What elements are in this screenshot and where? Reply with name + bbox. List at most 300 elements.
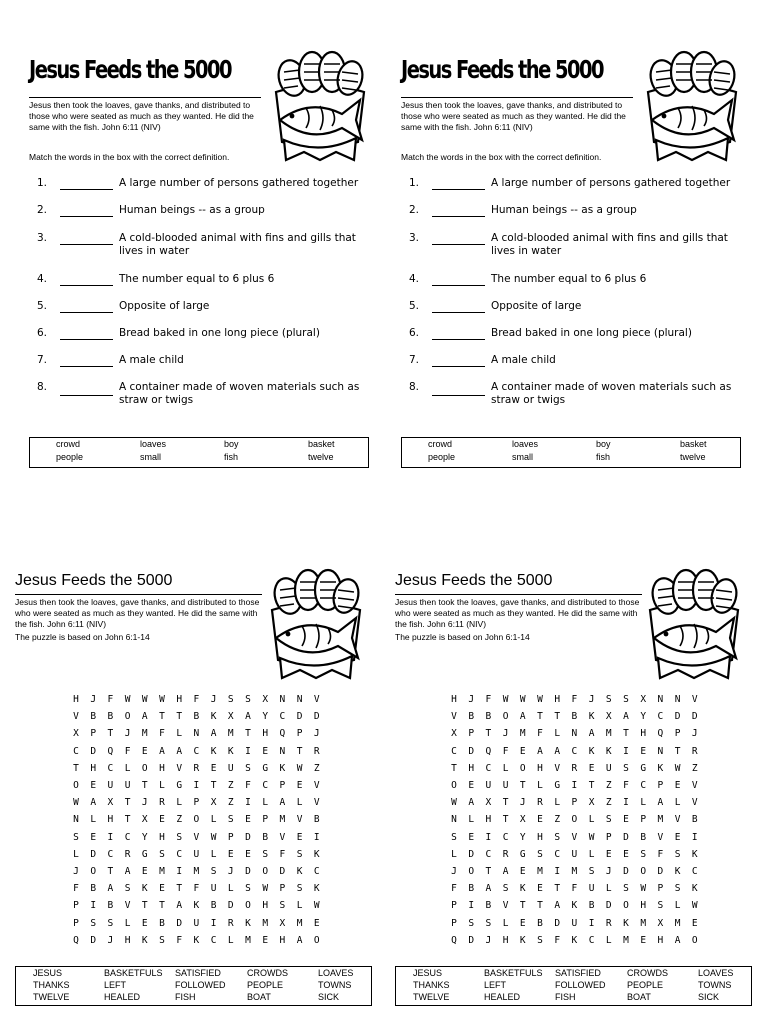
grid-letter[interactable]: A (279, 797, 286, 809)
grid-letter[interactable]: A (210, 728, 217, 740)
grid-letter[interactable]: P (605, 831, 612, 843)
grid-letter[interactable]: S (210, 866, 217, 877)
grid-letter[interactable]: C (107, 762, 114, 774)
grid-letter[interactable]: C (107, 848, 114, 860)
answer-blank[interactable] (60, 366, 113, 367)
grid-letter[interactable]: L (262, 797, 269, 809)
grid-letter[interactable]: T (502, 814, 509, 826)
grid-letter[interactable]: H (159, 762, 165, 774)
grid-letter[interactable]: U (227, 762, 234, 774)
grid-letter[interactable]: D (90, 934, 97, 946)
grid-letter[interactable]: L (73, 848, 79, 860)
grid-letter[interactable]: A (468, 797, 475, 809)
grid-letter[interactable]: G (176, 780, 183, 791)
grid-letter[interactable]: H (107, 814, 114, 826)
answer-blank[interactable] (60, 395, 113, 396)
grid-letter[interactable]: W (502, 694, 509, 705)
grid-letter[interactable]: E (245, 814, 251, 826)
grid-letter[interactable]: Z (313, 762, 320, 774)
grid-letter[interactable]: R (571, 762, 578, 774)
grid-letter[interactable]: S (537, 848, 543, 860)
grid-letter[interactable]: P (571, 797, 578, 809)
answer-blank[interactable] (60, 244, 113, 245)
grid-letter[interactable]: X (605, 711, 612, 723)
grid-letter[interactable]: Y (141, 831, 148, 843)
grid-letter[interactable]: X (451, 728, 457, 740)
grid-letter[interactable]: B (90, 711, 97, 723)
grid-letter[interactable]: S (502, 883, 509, 895)
grid-letter[interactable]: L (227, 934, 234, 946)
grid-letter[interactable]: M (279, 814, 286, 826)
grid-letter[interactable]: H (640, 900, 647, 912)
grid-letter[interactable]: A (124, 866, 131, 877)
grid-letter[interactable]: A (519, 711, 526, 723)
grid-letter[interactable]: M (605, 728, 612, 740)
grid-letter[interactable]: E (141, 917, 148, 929)
grid-letter[interactable]: T (623, 728, 629, 740)
grid-letter[interactable]: H (90, 762, 97, 774)
grid-letter[interactable]: W (588, 831, 595, 843)
grid-letter[interactable]: Z (605, 780, 612, 791)
grid-letter[interactable]: K (519, 934, 526, 946)
grid-letter[interactable]: A (502, 866, 509, 877)
grid-letter[interactable]: D (605, 900, 612, 912)
grid-letter[interactable]: C (691, 866, 698, 877)
grid-letter[interactable]: L (588, 848, 595, 860)
grid-letter[interactable]: M (623, 934, 629, 946)
grid-letter[interactable]: D (468, 934, 475, 946)
grid-letter[interactable]: V (691, 780, 698, 791)
grid-letter[interactable]: D (245, 866, 251, 877)
grid-letter[interactable]: H (124, 934, 131, 946)
grid-letter[interactable]: W (141, 694, 148, 705)
grid-letter[interactable]: S (159, 934, 165, 946)
grid-letter[interactable]: F (554, 934, 561, 946)
grid-letter[interactable]: A (674, 934, 681, 946)
grid-letter[interactable]: C (176, 848, 183, 860)
grid-letter[interactable]: E (640, 934, 647, 946)
grid-letter[interactable]: A (159, 745, 165, 757)
grid-letter[interactable]: T (107, 728, 114, 740)
grid-letter[interactable]: T (73, 762, 79, 774)
grid-letter[interactable]: T (296, 745, 303, 757)
grid-letter[interactable]: S (674, 883, 681, 895)
grid-letter[interactable]: N (571, 728, 578, 740)
grid-letter[interactable]: B (262, 831, 269, 843)
grid-letter[interactable]: T (141, 780, 148, 791)
grid-letter[interactable]: D (468, 848, 475, 860)
grid-letter[interactable]: F (176, 934, 183, 946)
grid-letter[interactable]: O (623, 900, 629, 912)
grid-letter[interactable]: T (519, 780, 526, 791)
grid-letter[interactable]: T (485, 866, 492, 877)
grid-letter[interactable]: T (519, 900, 526, 912)
grid-letter[interactable]: X (657, 917, 664, 929)
grid-letter[interactable]: S (296, 883, 303, 895)
grid-letter[interactable]: S (279, 900, 286, 912)
answer-blank[interactable] (432, 189, 485, 190)
grid-letter[interactable]: L (124, 917, 131, 929)
grid-letter[interactable]: S (623, 883, 629, 895)
grid-letter[interactable]: L (605, 934, 612, 946)
grid-letter[interactable]: T (141, 900, 148, 912)
grid-letter[interactable]: O (451, 780, 457, 791)
grid-letter[interactable]: V (279, 831, 286, 843)
grid-letter[interactable]: W (537, 694, 543, 705)
grid-letter[interactable]: D (227, 900, 234, 912)
grid-letter[interactable]: G (262, 762, 269, 774)
grid-letter[interactable]: P (674, 728, 681, 740)
grid-letter[interactable]: J (73, 866, 79, 877)
grid-letter[interactable]: V (313, 780, 320, 791)
grid-letter[interactable]: L (674, 797, 681, 809)
grid-letter[interactable]: S (245, 883, 251, 895)
grid-letter[interactable]: X (262, 694, 269, 705)
grid-letter[interactable]: S (227, 814, 234, 826)
answer-blank[interactable] (60, 312, 113, 313)
grid-letter[interactable]: V (571, 831, 578, 843)
grid-letter[interactable]: M (159, 866, 165, 877)
grid-letter[interactable]: S (159, 848, 165, 860)
grid-letter[interactable]: G (519, 848, 526, 860)
grid-letter[interactable]: L (176, 797, 183, 809)
grid-letter[interactable]: F (159, 728, 165, 740)
grid-letter[interactable]: I (193, 780, 200, 791)
grid-letter[interactable]: X (227, 711, 234, 723)
grid-letter[interactable]: X (485, 797, 492, 809)
grid-letter[interactable]: D (623, 831, 629, 843)
grid-letter[interactable]: H (537, 762, 543, 774)
grid-letter[interactable]: F (657, 848, 664, 860)
grid-letter[interactable]: F (245, 780, 251, 791)
grid-letter[interactable]: E (210, 762, 217, 774)
grid-letter[interactable]: T (210, 780, 217, 791)
grid-letter[interactable]: S (554, 831, 561, 843)
grid-letter[interactable]: U (605, 762, 612, 774)
grid-letter[interactable]: C (485, 762, 492, 774)
grid-letter[interactable]: J (588, 694, 595, 705)
grid-letter[interactable]: A (485, 883, 492, 895)
grid-letter[interactable]: K (674, 866, 681, 877)
grid-letter[interactable]: S (245, 694, 251, 705)
grid-letter[interactable]: E (313, 917, 320, 929)
grid-letter[interactable]: W (451, 797, 457, 809)
grid-letter[interactable]: U (193, 848, 200, 860)
grid-letter[interactable]: B (485, 900, 492, 912)
grid-letter[interactable]: D (657, 866, 664, 877)
grid-letter[interactable]: P (262, 814, 269, 826)
grid-letter[interactable]: A (537, 745, 543, 757)
grid-letter[interactable]: Y (519, 831, 526, 843)
grid-letter[interactable]: E (245, 848, 251, 860)
grid-letter[interactable]: I (623, 745, 629, 757)
grid-letter[interactable]: C (485, 848, 492, 860)
grid-letter[interactable]: E (605, 848, 612, 860)
grid-letter[interactable]: D (245, 831, 251, 843)
grid-letter[interactable]: L (554, 797, 561, 809)
grid-letter[interactable]: N (296, 694, 303, 705)
grid-letter[interactable]: T (107, 866, 114, 877)
grid-letter[interactable]: V (691, 694, 698, 705)
grid-letter[interactable]: V (313, 797, 320, 809)
grid-letter[interactable]: F (193, 694, 200, 705)
grid-letter[interactable]: E (159, 883, 165, 895)
grid-letter[interactable]: Q (73, 934, 79, 946)
grid-letter[interactable]: K (245, 917, 251, 929)
grid-letter[interactable]: N (73, 814, 79, 826)
grid-letter[interactable]: N (193, 728, 200, 740)
grid-letter[interactable]: K (588, 711, 595, 723)
grid-letter[interactable]: X (640, 694, 647, 705)
grid-letter[interactable]: B (90, 883, 97, 895)
grid-letter[interactable]: K (605, 745, 612, 757)
grid-letter[interactable]: L (468, 814, 475, 826)
grid-letter[interactable]: W (124, 694, 131, 705)
grid-letter[interactable]: P (640, 814, 647, 826)
grid-letter[interactable]: S (90, 917, 97, 929)
grid-letter[interactable]: A (296, 934, 303, 946)
grid-letter[interactable]: J (502, 728, 509, 740)
grid-letter[interactable]: U (588, 883, 595, 895)
grid-letter[interactable]: S (623, 694, 629, 705)
grid-letter[interactable]: T (124, 814, 131, 826)
grid-letter[interactable]: S (73, 831, 79, 843)
grid-letter[interactable]: T (537, 711, 543, 723)
grid-letter[interactable]: F (124, 745, 131, 757)
grid-letter[interactable]: K (193, 900, 200, 912)
grid-letter[interactable]: K (210, 745, 217, 757)
grid-letter[interactable]: L (176, 728, 183, 740)
grid-letter[interactable]: L (210, 848, 217, 860)
grid-letter[interactable]: V (193, 831, 200, 843)
grid-letter[interactable]: P (657, 780, 664, 791)
grid-letter[interactable]: O (468, 866, 475, 877)
grid-letter[interactable]: H (279, 934, 286, 946)
grid-letter[interactable]: A (107, 883, 114, 895)
grid-letter[interactable]: S (107, 917, 114, 929)
grid-letter[interactable]: W (73, 797, 79, 809)
grid-letter[interactable]: Z (176, 814, 183, 826)
grid-letter[interactable]: F (451, 883, 457, 895)
grid-letter[interactable]: P (296, 728, 303, 740)
grid-letter[interactable]: E (623, 814, 629, 826)
grid-letter[interactable]: L (605, 883, 612, 895)
grid-letter[interactable]: V (502, 900, 509, 912)
grid-letter[interactable]: M (537, 866, 543, 877)
grid-letter[interactable]: E (537, 814, 543, 826)
grid-letter[interactable]: K (141, 934, 148, 946)
grid-letter[interactable]: V (124, 900, 131, 912)
grid-letter[interactable]: U (571, 917, 578, 929)
grid-letter[interactable]: E (296, 780, 303, 791)
grid-letter[interactable]: T (674, 745, 681, 757)
grid-letter[interactable]: A (657, 797, 664, 809)
grid-letter[interactable]: S (262, 848, 269, 860)
grid-letter[interactable]: K (193, 934, 200, 946)
grid-letter[interactable]: Y (640, 711, 647, 723)
grid-letter[interactable]: P (227, 831, 234, 843)
grid-letter[interactable]: E (537, 883, 543, 895)
grid-letter[interactable]: O (141, 762, 148, 774)
grid-letter[interactable]: I (313, 831, 320, 843)
grid-letter[interactable]: E (588, 762, 595, 774)
grid-letter[interactable]: C (451, 745, 457, 757)
grid-letter[interactable]: A (141, 711, 148, 723)
grid-letter[interactable]: D (691, 711, 698, 723)
grid-letter[interactable]: T (159, 900, 165, 912)
grid-letter[interactable]: C (124, 831, 131, 843)
grid-letter[interactable]: A (588, 728, 595, 740)
grid-letter[interactable]: B (210, 900, 217, 912)
grid-letter[interactable]: I (210, 917, 217, 929)
grid-letter[interactable]: B (691, 814, 698, 826)
grid-letter[interactable]: A (176, 900, 183, 912)
grid-letter[interactable]: S (640, 848, 647, 860)
grid-letter[interactable]: K (691, 848, 698, 860)
grid-letter[interactable]: T (588, 780, 595, 791)
grid-letter[interactable]: L (640, 797, 647, 809)
grid-letter[interactable]: T (245, 728, 251, 740)
grid-letter[interactable]: T (537, 900, 543, 912)
answer-blank[interactable] (432, 312, 485, 313)
grid-letter[interactable]: V (674, 814, 681, 826)
grid-letter[interactable]: D (176, 917, 183, 929)
grid-letter[interactable]: V (296, 814, 303, 826)
grid-letter[interactable]: H (262, 728, 269, 740)
grid-letter[interactable]: L (210, 814, 217, 826)
grid-letter[interactable]: Z (227, 797, 234, 809)
grid-letter[interactable]: J (124, 728, 131, 740)
grid-letter[interactable]: J (468, 694, 475, 705)
grid-letter[interactable]: R (193, 762, 200, 774)
grid-letter[interactable]: T (124, 797, 131, 809)
grid-letter[interactable]: M (519, 728, 526, 740)
grid-letter[interactable]: B (107, 900, 114, 912)
grid-letter[interactable]: M (245, 934, 251, 946)
grid-letter[interactable]: L (296, 900, 303, 912)
grid-letter[interactable]: I (90, 900, 97, 912)
grid-letter[interactable]: E (296, 831, 303, 843)
grid-letter[interactable]: H (640, 728, 647, 740)
grid-letter[interactable]: U (124, 780, 131, 791)
grid-letter[interactable]: M (296, 917, 303, 929)
grid-letter[interactable]: I (176, 866, 183, 877)
grid-letter[interactable]: D (90, 848, 97, 860)
grid-letter[interactable]: C (502, 831, 509, 843)
grid-letter[interactable]: E (90, 831, 97, 843)
grid-letter[interactable]: L (554, 728, 561, 740)
grid-letter[interactable]: B (159, 917, 165, 929)
grid-letter[interactable]: R (124, 848, 131, 860)
grid-letter[interactable]: J (313, 728, 320, 740)
grid-letter[interactable]: L (124, 762, 131, 774)
grid-letter[interactable]: L (451, 848, 457, 860)
answer-blank[interactable] (432, 366, 485, 367)
grid-letter[interactable]: X (210, 797, 217, 809)
grid-letter[interactable]: J (141, 797, 148, 809)
grid-letter[interactable]: B (313, 814, 320, 826)
grid-letter[interactable]: A (554, 745, 561, 757)
grid-letter[interactable]: D (279, 866, 286, 877)
grid-letter[interactable]: K (691, 883, 698, 895)
grid-letter[interactable]: H (537, 831, 543, 843)
grid-letter[interactable]: M (674, 917, 681, 929)
grid-letter[interactable]: F (502, 745, 509, 757)
grid-letter[interactable]: S (296, 848, 303, 860)
grid-letter[interactable]: C (193, 745, 200, 757)
grid-letter[interactable]: S (605, 814, 612, 826)
grid-letter[interactable]: P (451, 917, 457, 929)
grid-letter[interactable]: E (141, 745, 148, 757)
grid-letter[interactable]: F (623, 780, 629, 791)
grid-letter[interactable]: V (451, 711, 457, 723)
grid-letter[interactable]: L (588, 814, 595, 826)
grid-letter[interactable]: Q (279, 728, 286, 740)
grid-letter[interactable]: R (537, 797, 543, 809)
grid-letter[interactable]: U (571, 848, 578, 860)
grid-letter[interactable]: O (193, 814, 200, 826)
grid-letter[interactable]: B (485, 711, 492, 723)
grid-letter[interactable]: H (73, 694, 79, 705)
grid-letter[interactable]: N (657, 745, 664, 757)
grid-letter[interactable]: E (674, 780, 681, 791)
grid-letter[interactable]: C (571, 745, 578, 757)
grid-letter[interactable]: B (468, 711, 475, 723)
grid-letter[interactable]: O (519, 762, 526, 774)
grid-letter[interactable]: K (279, 762, 286, 774)
grid-letter[interactable]: V (73, 711, 79, 723)
grid-letter[interactable]: D (90, 745, 97, 757)
grid-letter[interactable]: S (245, 762, 251, 774)
grid-letter[interactable]: E (623, 848, 629, 860)
grid-letter[interactable]: W (313, 900, 320, 912)
grid-letter[interactable]: L (502, 762, 509, 774)
grid-letter[interactable]: W (296, 762, 303, 774)
grid-letter[interactable]: D (674, 711, 681, 723)
grid-letter[interactable]: U (210, 883, 217, 895)
grid-letter[interactable]: B (640, 831, 647, 843)
grid-letter[interactable]: V (176, 762, 183, 774)
grid-letter[interactable]: M (141, 728, 148, 740)
grid-letter[interactable]: X (107, 797, 114, 809)
grid-letter[interactable]: S (537, 934, 543, 946)
grid-letter[interactable]: E (227, 848, 234, 860)
grid-letter[interactable]: E (519, 917, 526, 929)
grid-letter[interactable]: B (588, 900, 595, 912)
grid-letter[interactable]: A (554, 900, 561, 912)
grid-letter[interactable]: S (176, 831, 183, 843)
grid-letter[interactable]: V (691, 797, 698, 809)
grid-letter[interactable]: M (227, 728, 234, 740)
grid-letter[interactable]: U (485, 780, 492, 791)
grid-letter[interactable]: D (313, 711, 320, 723)
grid-letter[interactable]: E (159, 814, 165, 826)
grid-letter[interactable]: F (279, 848, 286, 860)
grid-letter[interactable]: S (605, 694, 612, 705)
grid-letter[interactable]: M (640, 917, 647, 929)
grid-letter[interactable]: I (588, 917, 595, 929)
grid-letter[interactable]: Q (657, 728, 664, 740)
answer-blank[interactable] (432, 244, 485, 245)
grid-letter[interactable]: F (571, 694, 578, 705)
grid-letter[interactable]: S (451, 831, 457, 843)
grid-letter[interactable]: E (141, 866, 148, 877)
answer-blank[interactable] (60, 285, 113, 286)
grid-letter[interactable]: W (262, 883, 269, 895)
grid-letter[interactable]: F (107, 694, 114, 705)
grid-letter[interactable]: H (159, 831, 165, 843)
grid-letter[interactable]: X (519, 814, 526, 826)
